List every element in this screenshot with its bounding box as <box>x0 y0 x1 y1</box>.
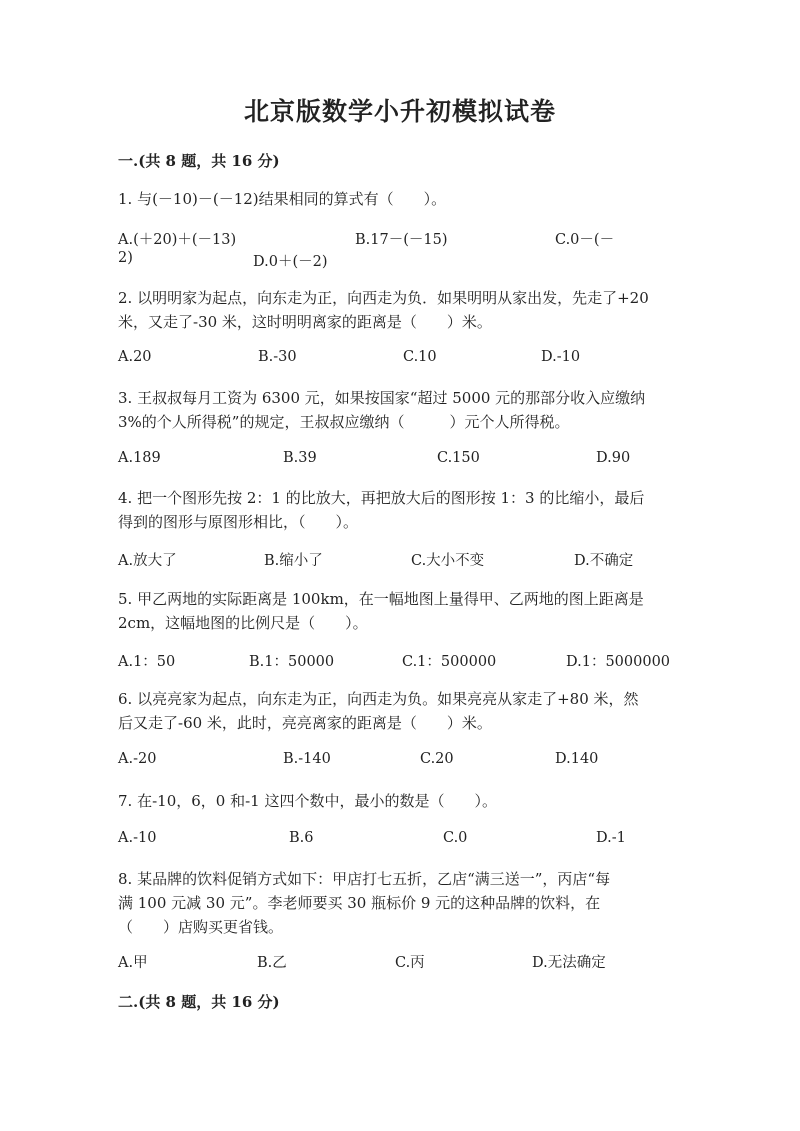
question-6-line-1: 6. 以亮亮家为起点，向东走为正，向西走为负。如果亮亮从家走了+80 米，然 <box>118 690 639 708</box>
section-heading-2: 二.(共 8 题，共 16 分) <box>118 993 280 1011</box>
question-2-line-1: 2. 以明明家为起点，向东走为正，向西走为负．如果明明从家出发，先走了+20 <box>118 289 649 307</box>
question-8-line-3: （ ）店购买更省钱。 <box>118 918 284 936</box>
section-heading-1: 一.(共 8 题，共 16 分) <box>118 152 280 170</box>
question-7-option-c: C.0 <box>443 830 468 846</box>
question-3 <box>118 386 698 434</box>
question-7-option-a: A.-10 <box>118 830 157 846</box>
question-5-option-d: D.1：5000000 <box>566 654 671 670</box>
question-2-option-a: A.20 <box>118 349 152 365</box>
question-6-line-2: 后又走了-60 米，此时，亮亮离家的距离是（ ）米。 <box>118 714 492 732</box>
question-6 <box>118 687 698 735</box>
question-7 <box>118 789 698 813</box>
question-6-option-d: D.140 <box>555 751 599 767</box>
question-4-option-a: A.放大了 <box>118 553 177 569</box>
question-5-line-2: 2cm，这幅地图的比例尺是（ ）。 <box>118 614 368 632</box>
question-5-option-a: A.1：50 <box>118 654 176 670</box>
question-7-line-1: 7. 在-10，6，0 和-1 这四个数中，最小的数是（ ）。 <box>118 792 497 810</box>
question-5 <box>118 587 698 635</box>
question-2-line-2: 米，又走了-30 米，这时明明离家的距离是（ ）米。 <box>118 313 492 331</box>
question-2-option-b: B.-30 <box>258 349 297 365</box>
question-4-option-c: C.大小不变 <box>411 553 485 569</box>
question-6-option-a: A.-20 <box>118 751 157 767</box>
question-8 <box>118 867 698 939</box>
question-3-option-a: A.189 <box>118 450 161 466</box>
question-1-option-c: C.0－(－ <box>555 232 615 248</box>
question-2-option-d: D.-10 <box>541 349 581 365</box>
question-1 <box>118 187 698 211</box>
question-1-option-a: A.(＋20)＋(－13) <box>118 232 237 248</box>
question-4-option-d: D.不确定 <box>574 553 634 569</box>
question-1-option-b: B.17－(－15) <box>355 232 448 248</box>
question-5-line-1: 5. 甲乙两地的实际距离是 100km，在一幅地图上量得甲、乙两地的图上距离是 <box>118 590 644 608</box>
question-4-option-b: B.缩小了 <box>264 553 323 569</box>
question-5-option-b: B.1：50000 <box>249 654 335 670</box>
question-5-option-c: C.1：500000 <box>402 654 497 670</box>
question-7-option-d: D.-1 <box>596 830 626 846</box>
question-8-option-d: D.无法确定 <box>532 955 606 971</box>
question-4-line-2: 得到的图形与原图形相比，（ ）。 <box>118 513 359 531</box>
question-3-line-2: 3%的个人所得税”的规定，王叔叔应缴纳（ ）元个人所得税。 <box>118 413 570 431</box>
question-8-line-2: 满 100 元减 30 元”。李老师要买 30 瓶标价 9 元的这种品牌的饮料，在 <box>118 894 601 912</box>
question-8-line-1: 8. 某品牌的饮料促销方式如下：甲店打七五折，乙店“满三送一”，丙店“每 <box>118 870 611 888</box>
page-title: 北京版数学小升初模拟试卷 <box>243 97 556 126</box>
question-3-option-d: D.90 <box>596 450 631 466</box>
question-8-option-c: C.丙 <box>395 955 425 971</box>
question-3-option-b: B.39 <box>283 450 317 466</box>
question-3-line-1: 3. 王叔叔每月工资为 6300 元，如果按国家“超过 5000 元的那部分收入应缴纳 <box>118 389 646 407</box>
question-2 <box>118 286 698 334</box>
question-7-option-b: B.6 <box>289 830 314 846</box>
question-1-line-1: 1. 与(－10)－(－12)结果相同的算式有（ ）。 <box>118 190 447 208</box>
question-8-option-a: A.甲 <box>118 955 148 971</box>
question-6-option-b: B.-140 <box>283 751 331 767</box>
question-4 <box>118 486 698 534</box>
question-4-line-1: 4. 把一个图形先按 2：1 的比放大，再把放大后的图形按 1：3 的比缩小，最后 <box>118 489 645 507</box>
question-6-option-c: C.20 <box>420 751 454 767</box>
question-3-option-c: C.150 <box>437 450 480 466</box>
question-2-option-c: C.10 <box>403 349 437 365</box>
question-1-option-d: D.0＋(－2) <box>253 254 328 270</box>
question-1-option-c-wrap: 2) <box>118 250 133 266</box>
question-8-option-b: B.乙 <box>257 955 287 971</box>
